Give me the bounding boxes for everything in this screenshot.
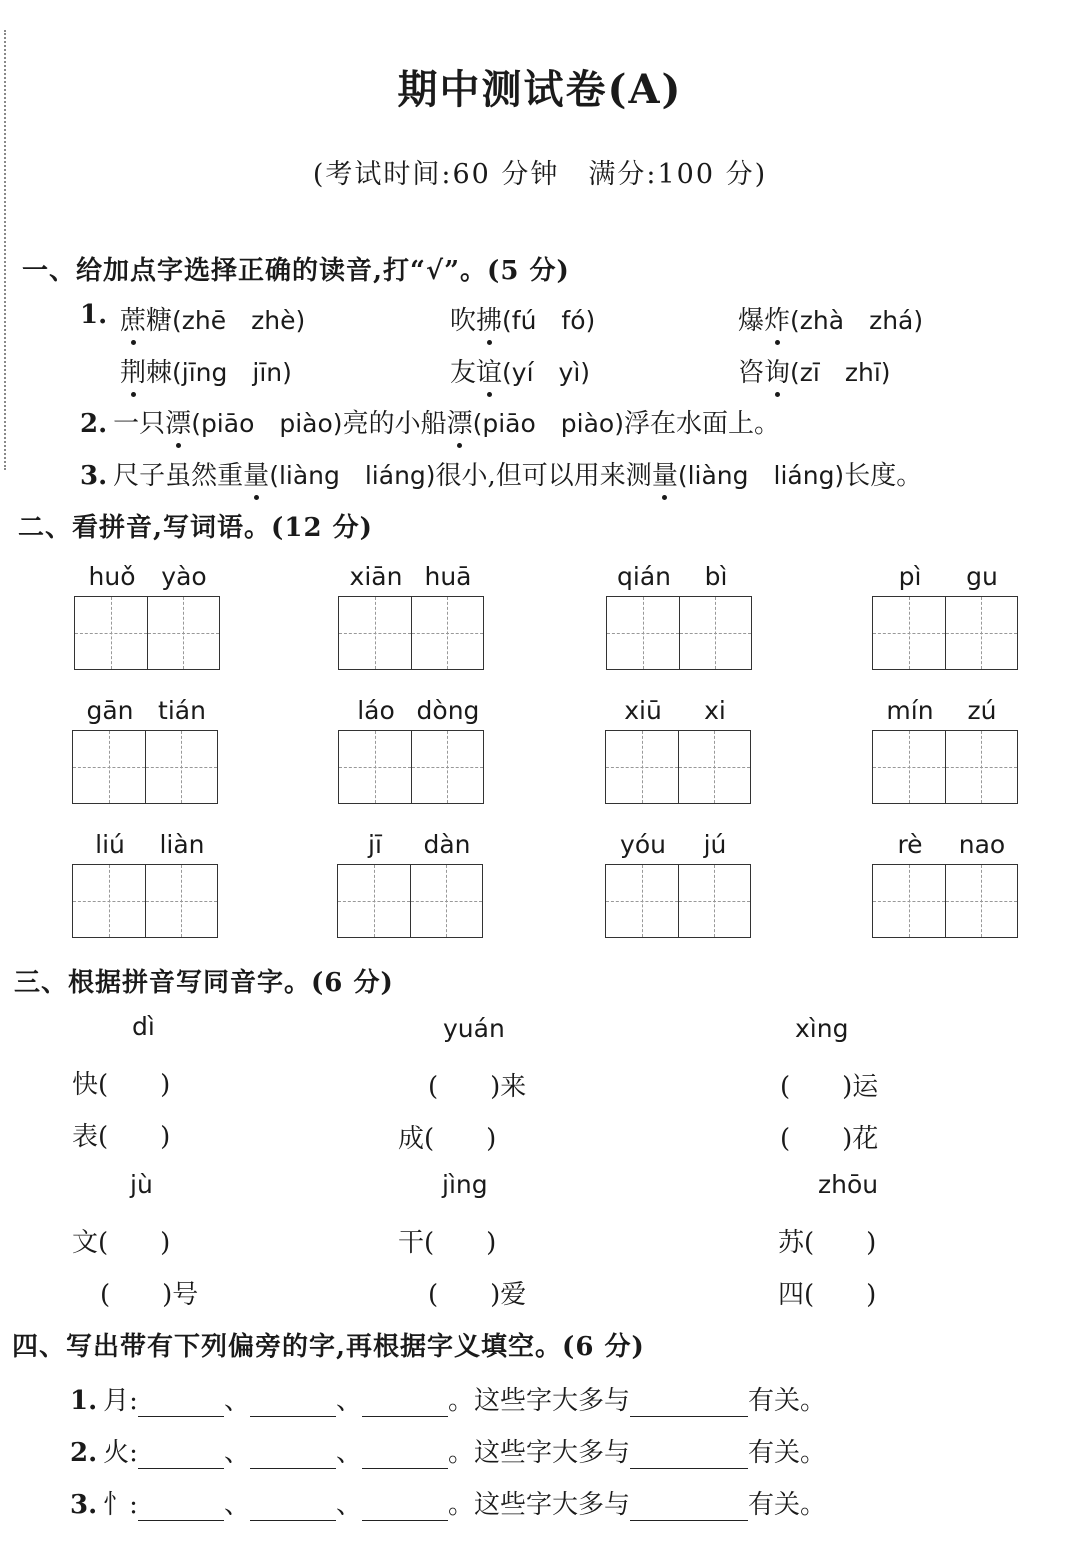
answer-blank[interactable]: [362, 1442, 448, 1469]
question-3: 3. 尺子虽然重量(liàng liáng)很小,但可以用来测量(liàng liáng)长度。: [80, 455, 922, 492]
answer-blank[interactable]: [138, 1494, 224, 1521]
q1-number: 1.: [80, 300, 108, 330]
homophone-blank[interactable]: 四( ): [778, 1280, 877, 1310]
writing-grid[interactable]: [72, 864, 218, 938]
homophone-pinyin: xìng: [795, 1014, 849, 1043]
answer-blank[interactable]: [138, 1442, 224, 1469]
exam-info: (考试时间:60 分钟 满分:100 分): [312, 159, 768, 190]
writing-grid[interactable]: [605, 864, 751, 938]
word-item: 咨询(zī zhī): [738, 352, 891, 389]
word-item: 吹拂(fú fó): [450, 300, 595, 337]
answer-blank[interactable]: [362, 1494, 448, 1521]
word-item: 蔗糖(zhē zhè): [120, 300, 305, 337]
page-title: 期中测试卷(A): [397, 66, 683, 113]
answer-blank[interactable]: [630, 1390, 748, 1417]
section-4-heading: 四、写出带有下列偏旁的字,再根据字义填空。(6 分): [12, 1332, 645, 1362]
section-1-heading: 一、给加点字选择正确的读音,打“√”。(5 分): [22, 256, 570, 286]
section-3-heading: 三、根据拼音写同音字。(6 分): [14, 968, 394, 998]
writing-grid[interactable]: [338, 730, 484, 804]
answer-blank[interactable]: [362, 1390, 448, 1417]
answer-blank[interactable]: [138, 1390, 224, 1417]
writing-grid[interactable]: [872, 864, 1018, 938]
homophone-blank[interactable]: 文( ): [72, 1228, 171, 1258]
writing-grid[interactable]: [338, 596, 484, 670]
writing-grid[interactable]: [74, 596, 220, 670]
homophone-blank[interactable]: 成( ): [398, 1124, 497, 1154]
radical-row: 2. 火: 、 、 。这些字大多与 有关。: [70, 1438, 827, 1468]
homophone-pinyin: zhōu: [818, 1170, 879, 1199]
question-2: 2. 一只漂(piāo piào)亮的小船漂(piāo piào)浮在水面上。: [80, 403, 780, 440]
homophone-blank[interactable]: 干( ): [398, 1228, 497, 1258]
writing-grid[interactable]: [337, 864, 483, 938]
writing-grid[interactable]: [872, 596, 1018, 670]
homophone-blank[interactable]: ( )号: [100, 1280, 199, 1310]
homophone-pinyin: yuán: [443, 1014, 505, 1043]
answer-blank[interactable]: [250, 1494, 336, 1521]
radical-row: 3. 忄: 、 、 。这些字大多与 有关。: [70, 1490, 827, 1520]
homophone-pinyin: jìng: [442, 1170, 488, 1199]
writing-grid[interactable]: [872, 730, 1018, 804]
writing-grid[interactable]: [605, 730, 751, 804]
homophone-blank[interactable]: 快( ): [72, 1070, 171, 1100]
answer-blank[interactable]: [630, 1494, 748, 1521]
answer-blank[interactable]: [250, 1390, 336, 1417]
answer-blank[interactable]: [630, 1442, 748, 1469]
answer-blank[interactable]: [250, 1442, 336, 1469]
radical-row: 1. 月: 、 、 。这些字大多与 有关。: [70, 1386, 827, 1416]
homophone-blank[interactable]: 苏( ): [778, 1228, 877, 1258]
homophone-blank[interactable]: ( )爱: [428, 1280, 527, 1310]
homophone-blank[interactable]: ( )运: [780, 1072, 879, 1102]
homophone-blank[interactable]: 表( ): [72, 1122, 171, 1152]
writing-grid[interactable]: [72, 730, 218, 804]
writing-grid[interactable]: [606, 596, 752, 670]
homophone-blank[interactable]: ( )来: [428, 1072, 527, 1102]
homophone-blank[interactable]: ( )花: [780, 1124, 879, 1154]
homophone-pinyin: dì: [132, 1012, 155, 1041]
word-item: 荆棘(jīng jīn): [120, 352, 292, 389]
section-2-heading: 二、看拼音,写词语。(12 分): [18, 513, 373, 543]
word-item: 友谊(yí yì): [450, 352, 590, 389]
word-item: 爆炸(zhà zhá): [738, 300, 923, 337]
homophone-pinyin: jù: [130, 1170, 153, 1199]
